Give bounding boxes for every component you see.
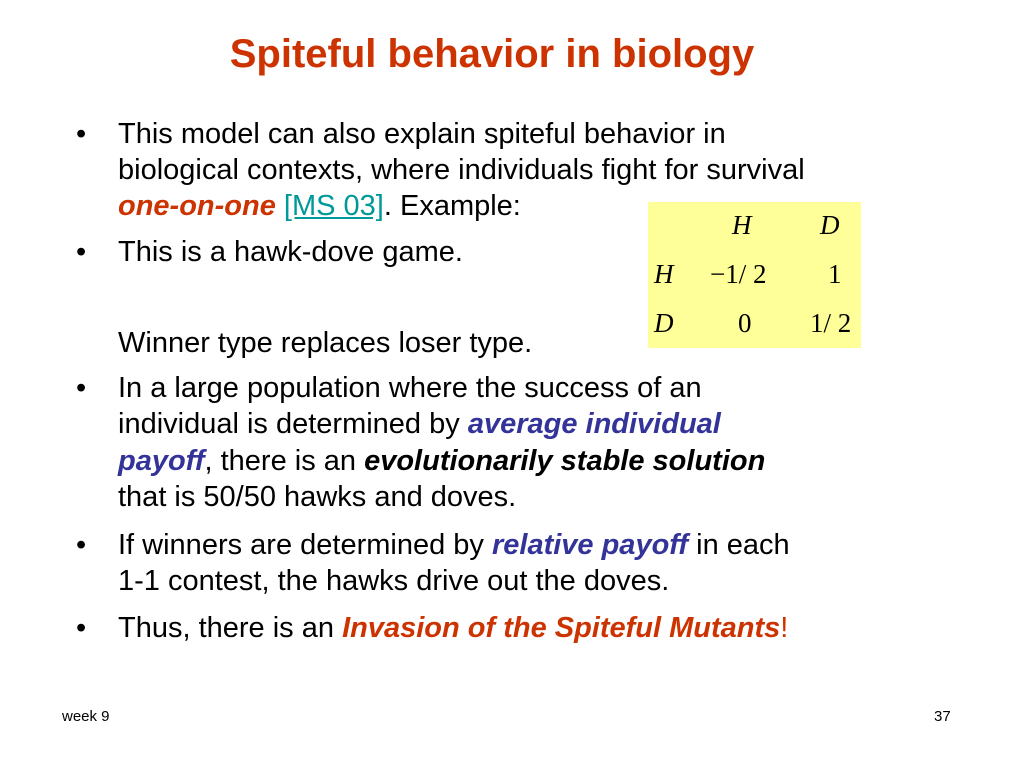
bullet-5-pre: Thus, there is an <box>118 612 343 644</box>
bullet-3-line-4: that is 50/50 hawks and doves. <box>118 481 517 513</box>
slide-number: 37 <box>934 708 951 725</box>
emphasis-ess: evolutionarily stable solution <box>364 445 766 477</box>
emphasis-relative-payoff: relative payoff <box>491 529 689 561</box>
emphasis-invasion: Invasion of the Spiteful Mutants <box>342 612 781 644</box>
bullet-3-line-2 <box>118 406 721 442</box>
emphasis-one-on-one: one-on-one <box>118 190 276 222</box>
citation-link[interactable]: [MS 03] <box>283 190 384 222</box>
bullet-marker: • <box>76 118 87 150</box>
bullet-1-line-1: This model can also explain spiteful behavior in <box>118 118 726 150</box>
bullet-4-line-1 <box>118 527 790 563</box>
matrix-col-header-d: D <box>820 210 840 240</box>
matrix-cell-dh: 0 <box>738 308 752 338</box>
bullet-2-line-1: This is a hawk-dove game. <box>118 236 463 268</box>
emphasis-average-individual: average individual <box>467 408 721 440</box>
slide-title: Spiteful behavior in biology <box>229 32 755 76</box>
bullet-3-text: individual is determined by <box>118 408 468 440</box>
matrix-col-header-h: H <box>732 210 752 240</box>
bullet-marker: • <box>76 236 87 268</box>
bullet-1-line-3 <box>118 188 521 224</box>
bullet-4-pre: If winners are determined by <box>118 529 492 561</box>
bullet-4-line-2: 1-1 contest, the hawks drive out the doves. <box>118 565 670 597</box>
matrix-cell-hd: 1 <box>828 259 842 289</box>
bullet-3-mid: , there is an <box>204 445 365 477</box>
bullet-3-line-1: In a large population where the success of an <box>118 372 702 404</box>
payoff-matrix <box>648 202 861 348</box>
bullet-4-post: in each <box>688 529 790 561</box>
matrix-cell-dd: 1/ 2 <box>810 308 852 338</box>
matrix-row-header-h: H <box>654 259 674 289</box>
footer-week: week 9 <box>62 708 110 725</box>
bullet-2-line-2: Winner type replaces loser type. <box>118 327 533 359</box>
bullet-1-line-2: biological contexts, where individuals fight for survival <box>118 154 805 186</box>
bullet-marker: • <box>76 529 87 561</box>
bullet-1-tail: . Example: <box>383 190 521 222</box>
bullet-marker: • <box>76 372 87 404</box>
bullet-3-line-3 <box>118 443 765 479</box>
bullet-marker: • <box>76 612 87 644</box>
bullet-5-line-1 <box>118 610 788 646</box>
matrix-row-header-d: D <box>654 308 674 338</box>
matrix-cell-hh: −1/ 2 <box>710 259 767 289</box>
bullet-5-post: ! <box>780 612 789 644</box>
emphasis-payoff: payoff <box>118 445 205 477</box>
